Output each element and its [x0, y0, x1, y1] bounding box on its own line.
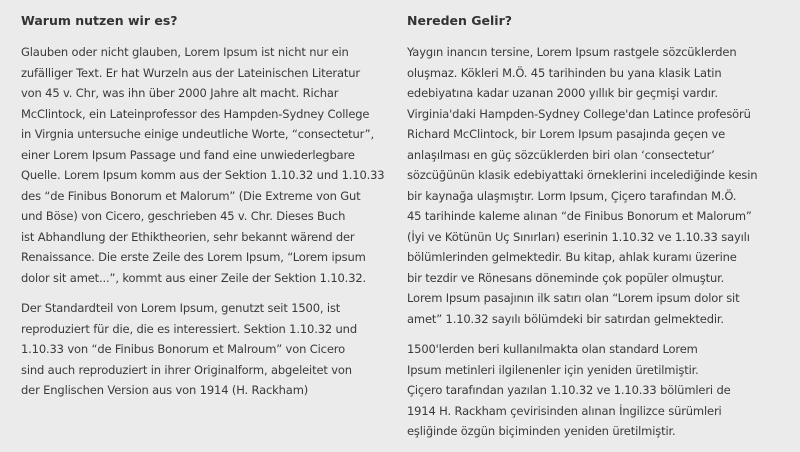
text-line: 1914 H. Rackham çevirisinden alınan İngilizce sürümleri [407, 403, 722, 418]
text-line: oluşmaz. Kökleri M.Ö. 45 tarihinden bu yana klasik Latin [407, 65, 722, 80]
text-line: der Englischen Version aus von 1914 (H. Rackham) [21, 383, 309, 397]
text-line: reproduziert für die, die es interessiert. Sektion 1.10.32 und [21, 321, 357, 336]
paragraph [21, 298, 373, 401]
text-line: sözcüğünün klasik edebiyattaki örneklerini incelediğinde kesin [407, 168, 758, 182]
column-left [21, 11, 385, 411]
text-line: Richard McClintock, bir Lorem Ipsum pasajında geçen ve [407, 127, 726, 141]
text-line: bir tezdir ve Rönesans döneminde çok popüler olmuştur. [407, 270, 725, 285]
column-right [407, 11, 787, 452]
paragraph [407, 339, 787, 442]
text-line: Virginia'daki Hampden-Sydney College'dan Latince profesörü [407, 106, 751, 121]
text-line: Renaissance. Die erste Zeile des Lorem Ipsum, “Lorem ipsum [21, 250, 366, 264]
paragraph [21, 42, 385, 288]
text-line: 1500'lerden beri kullanılmakta olan standard Lorem [407, 342, 698, 356]
text-line: 1.10.33 von “de Finibus Bonorum et Malroum” von Cicero [21, 342, 345, 356]
section-heading: Warum nutzen wir es? [21, 13, 178, 28]
text-line: McClintock, ein Lateinprofessor des Hampden-Sydney College [21, 106, 370, 121]
text-line: Ipsum metinleri ilgilenenler için yeniden üretilmiştir. [407, 362, 699, 377]
text-line: Glauben oder nicht glauben, Lorem Ipsum ist nicht nur ein [21, 45, 349, 59]
text-line: anlaşılması en güç sözcüklerden biri olan ‘consectetur’ [407, 147, 715, 162]
text-line: Lorem Ipsum pasajının ilk satırı olan “Lorem ipsum dolor sit [407, 291, 740, 305]
text-line: sind auch reproduziert in ihrer Originalform, abgeleitet von [21, 362, 352, 377]
text-line: bölümlerinden gelmektedir. Bu kitap, ahlak kuramı üzerine [407, 250, 737, 264]
text-line: ist Abhandlung der Ethiktheorien, sehr bekannt wärend der [21, 229, 355, 244]
text-line: Yaygın inancın tersine, Lorem Ipsum rastgele sözcüklerden [407, 45, 737, 59]
text-line: dolor sit amet...”, kommt aus einer Zeile der Sektion 1.10.32. [21, 270, 367, 285]
text-line: und Böse) von Cicero, geschrieben 45 v. Chr. Dieses Buch [21, 209, 346, 223]
paragraph [407, 42, 787, 329]
text-line: Çiçero tarafından yazılan 1.10.32 ve 1.10.33 bölümleri de [407, 383, 731, 397]
text-line: zufälliger Text. Er hat Wurzeln aus der Lateinischen Literatur [21, 65, 360, 80]
text-line: bir kaynağa ulaşmıştır. Lorm Ipsum, Çiçero tarafından M.Ö. [407, 188, 737, 203]
text-line: amet” 1.10.32 sayılı bölümdeki bir satırdan gelmektedir. [407, 311, 724, 326]
text-line: des “de Finibus Bonorum et Malorum” (Die Extreme von Gut [21, 188, 361, 203]
text-line: edebiyatına kadar uzanan 2000 yıllık bir geçmişi vardır. [407, 86, 718, 100]
text-line: einer Lorem Ipsum Passage und fand eine unwiederlegbare [21, 147, 355, 162]
text-line: (İyi ve Kötünün Uç Sınırları) eserinin 1.10.32 ve 1.10.33 sayılı [407, 229, 750, 244]
text-line: Der Standardteil von Lorem Ipsum, genutzt seit 1500, ist [21, 301, 341, 315]
text-line: 45 tarihinde kaleme alınan “de Finibus Bonorum et Malorum” [407, 209, 752, 223]
text-line: in Virgnia untersuche einige undeutliche Worte, “consectetur”, [21, 127, 374, 141]
section-heading: Nereden Gelir? [407, 13, 512, 28]
text-line: Quelle. Lorem Ipsum komm aus der Sektion 1.10.32 und 1.10.33 [21, 168, 385, 182]
text-line: von 45 v. Chr, was ihn über 2000 Jahre alt macht. Richar [21, 86, 339, 100]
text-line: eşliğinde özgün biçiminden yeniden üretilmiştir. [407, 424, 676, 438]
